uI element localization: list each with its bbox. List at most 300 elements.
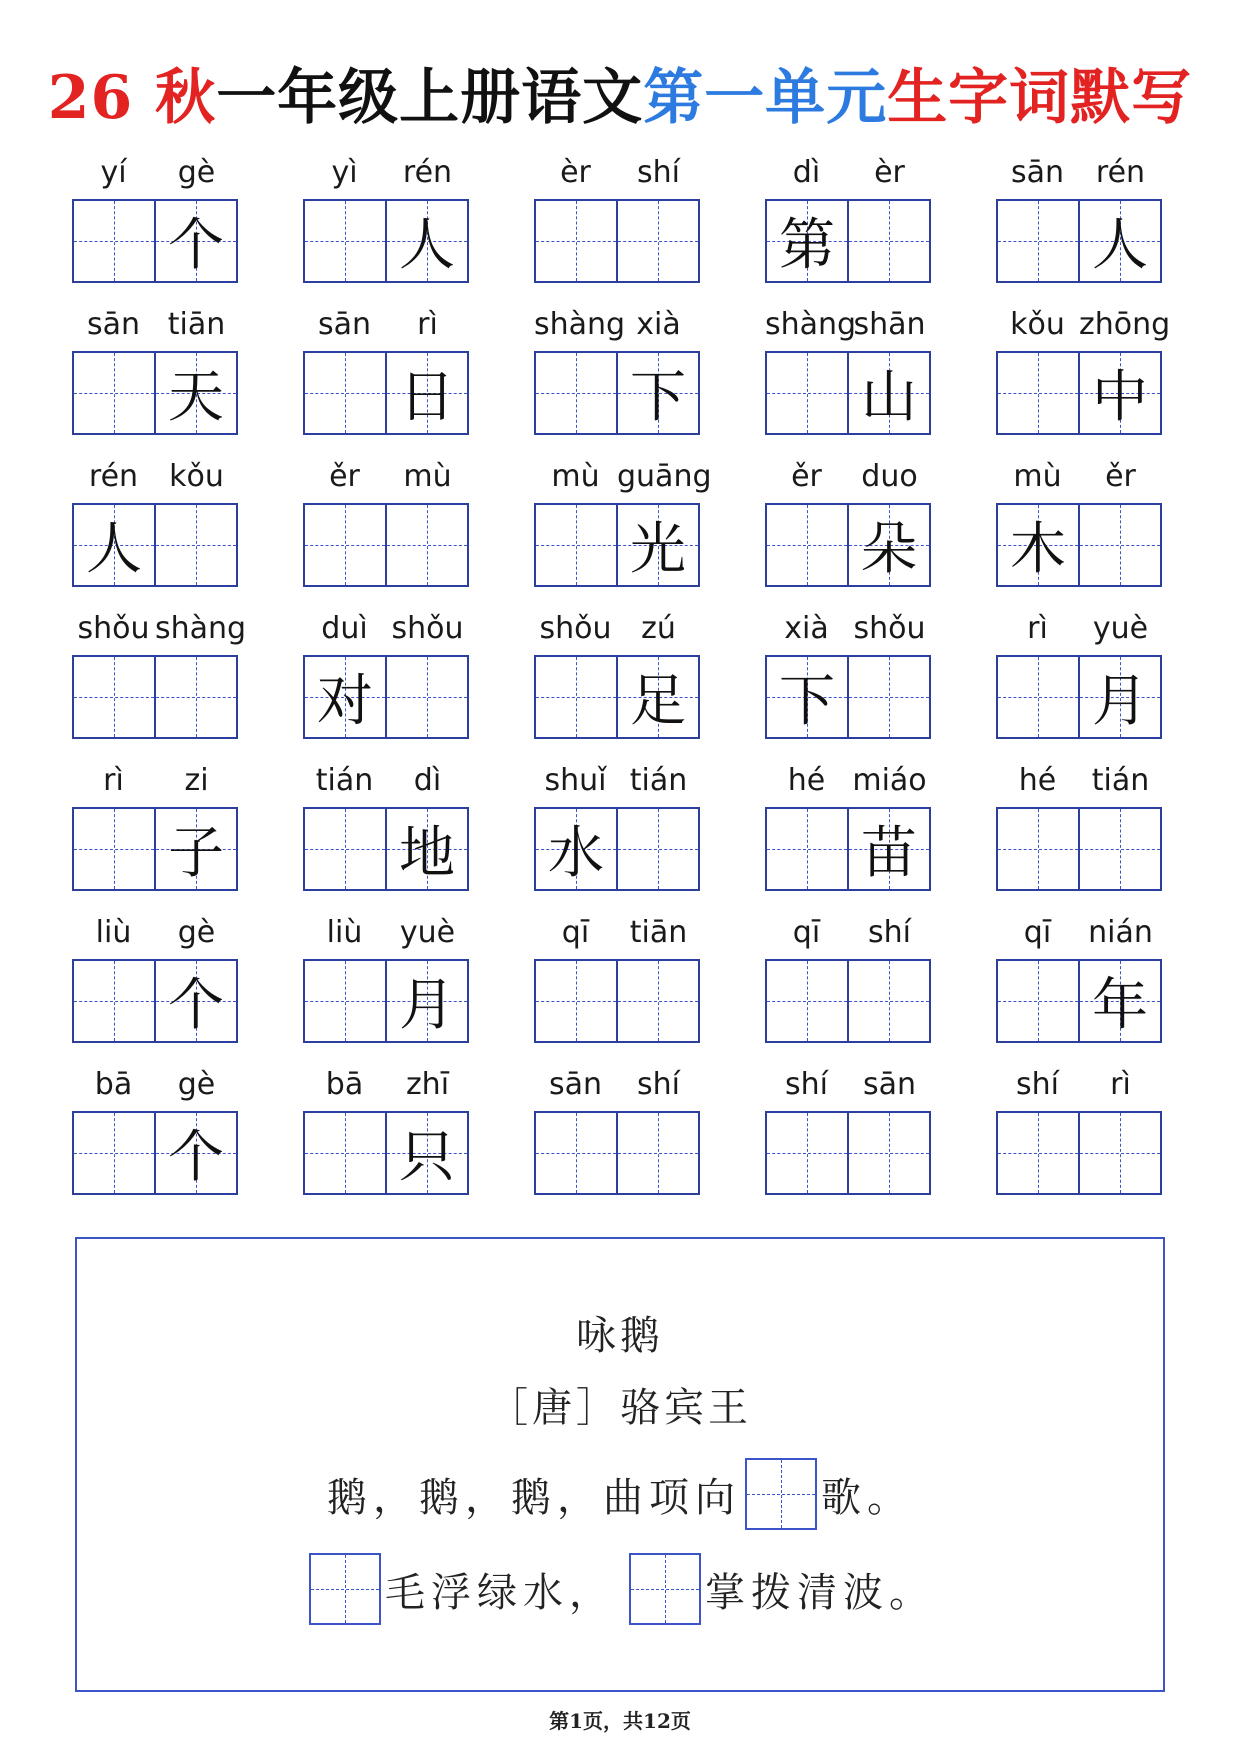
pinyin-row bbox=[534, 608, 700, 650]
pinyin-label: sān bbox=[317, 307, 372, 342]
pinyin-label: tián bbox=[629, 763, 688, 798]
tianzige-pair bbox=[303, 1111, 469, 1195]
pinyin-label: shǒu bbox=[391, 611, 464, 646]
tianzige-cell[interactable] bbox=[767, 353, 847, 433]
hanzi-char: 月 bbox=[399, 973, 455, 1038]
tianzige-cell[interactable] bbox=[154, 353, 236, 433]
hanzi-char: 只 bbox=[399, 1125, 455, 1190]
pinyin-label: hé bbox=[1018, 763, 1057, 798]
pinyin-row bbox=[303, 912, 469, 954]
hanzi-char bbox=[305, 353, 385, 433]
hanzi-char bbox=[536, 657, 616, 737]
pinyin-label: shí bbox=[637, 155, 680, 190]
pinyin-label: sān bbox=[862, 1067, 917, 1102]
tianzige-pair bbox=[996, 807, 1162, 891]
pinyin-row bbox=[765, 760, 931, 802]
hanzi-char: 水 bbox=[548, 821, 604, 886]
title-part-black: 一年级上册语文 bbox=[216, 63, 644, 133]
pinyin-row bbox=[765, 152, 931, 194]
hanzi-char bbox=[74, 201, 154, 281]
pinyin-label: zi bbox=[184, 763, 209, 798]
word-item bbox=[72, 304, 238, 439]
hanzi-char bbox=[1080, 1113, 1160, 1193]
pinyin-label: yuè bbox=[399, 915, 456, 950]
tianzige-pair bbox=[765, 503, 931, 587]
tianzige-cell[interactable] bbox=[616, 353, 698, 433]
hanzi-char bbox=[74, 809, 154, 889]
pinyin-label: bā bbox=[325, 1067, 364, 1102]
hanzi-char: 人 bbox=[86, 517, 142, 582]
tianzige-cell[interactable] bbox=[998, 1113, 1078, 1193]
pinyin-label: xià bbox=[784, 611, 829, 646]
pinyin-label: kǒu bbox=[1010, 307, 1065, 342]
word-item bbox=[72, 152, 238, 287]
tianzige-pair bbox=[534, 959, 700, 1043]
pinyin-label: tián bbox=[1091, 763, 1150, 798]
tianzige-cell[interactable] bbox=[385, 809, 467, 889]
tianzige-pair bbox=[534, 807, 700, 891]
pinyin-label: yì bbox=[331, 155, 358, 190]
pinyin-row bbox=[996, 912, 1162, 954]
pinyin-label: ěr bbox=[791, 459, 822, 494]
word-item bbox=[996, 1064, 1162, 1199]
hanzi-char bbox=[387, 657, 467, 737]
tianzige-cell[interactable] bbox=[536, 353, 616, 433]
tianzige-pair bbox=[765, 351, 931, 435]
pinyin-label: qī bbox=[792, 915, 821, 950]
word-item bbox=[996, 608, 1162, 743]
hanzi-char bbox=[849, 961, 929, 1041]
tianzige-cell[interactable] bbox=[847, 1113, 929, 1193]
page-footer: 第1页，共12页 bbox=[549, 1709, 691, 1733]
tianzige-pair bbox=[996, 1111, 1162, 1195]
hanzi-char: 对 bbox=[317, 669, 373, 734]
title-part-blue: 第一单 bbox=[643, 63, 827, 133]
tianzige-cell[interactable] bbox=[616, 809, 698, 889]
word-item bbox=[72, 1064, 238, 1199]
pinyin-label: dì bbox=[413, 763, 442, 798]
pinyin-row bbox=[72, 152, 238, 194]
tianzige-pair bbox=[72, 199, 238, 283]
word-item bbox=[996, 760, 1162, 895]
hanzi-char bbox=[618, 201, 698, 281]
word-item bbox=[303, 1064, 469, 1199]
hanzi-char bbox=[849, 657, 929, 737]
word-item bbox=[765, 152, 931, 287]
pinyin-label: ěr bbox=[1105, 459, 1136, 494]
pinyin-label: shí bbox=[785, 1067, 828, 1102]
pinyin-row bbox=[72, 304, 238, 346]
hanzi-char bbox=[618, 1113, 698, 1193]
hanzi-char bbox=[536, 201, 616, 281]
hanzi-char bbox=[305, 505, 385, 585]
poem-line-2-text-b: 掌拨清波。 bbox=[705, 1569, 935, 1616]
tianzige-cell[interactable] bbox=[1078, 657, 1160, 737]
tianzige-cell[interactable] bbox=[847, 353, 929, 433]
tianzige-pair bbox=[303, 959, 469, 1043]
tianzige-pair bbox=[765, 655, 931, 739]
word-grid bbox=[72, 152, 1172, 1192]
pinyin-label: mù bbox=[1013, 459, 1062, 494]
pinyin-row bbox=[72, 456, 238, 498]
pinyin-label: liù bbox=[95, 915, 132, 950]
hanzi-char bbox=[536, 353, 616, 433]
tianzige-cell[interactable] bbox=[385, 657, 467, 737]
pinyin-label: zú bbox=[641, 611, 676, 646]
tianzige-cell[interactable] bbox=[305, 657, 385, 737]
tianzige-pair bbox=[303, 807, 469, 891]
pinyin-label: shān bbox=[853, 307, 926, 342]
tianzige-cell[interactable] bbox=[154, 809, 236, 889]
pinyin-row bbox=[534, 152, 700, 194]
hanzi-char: 足 bbox=[630, 669, 686, 734]
pinyin-label: gè bbox=[177, 1067, 216, 1102]
hanzi-char bbox=[998, 201, 1078, 281]
tianzige-cell[interactable] bbox=[74, 353, 154, 433]
word-item bbox=[303, 456, 469, 591]
pinyin-row bbox=[303, 608, 469, 650]
hanzi-char: 木 bbox=[1010, 517, 1066, 582]
hanzi-char bbox=[74, 657, 154, 737]
tianzige-cell[interactable] bbox=[998, 961, 1078, 1041]
tianzige-cell[interactable] bbox=[305, 809, 385, 889]
pinyin-label: rì bbox=[103, 763, 124, 798]
pinyin-label: qī bbox=[1023, 915, 1052, 950]
tianzige-pair bbox=[765, 807, 931, 891]
hanzi-char bbox=[849, 201, 929, 281]
tianzige-pair bbox=[534, 503, 700, 587]
pinyin-label: shàng bbox=[155, 611, 247, 646]
tianzige-cell[interactable] bbox=[74, 201, 154, 281]
pinyin-row bbox=[303, 152, 469, 194]
poem-line-1 bbox=[77, 1456, 1163, 1532]
hanzi-char: 下 bbox=[779, 669, 835, 734]
hanzi-char: 人 bbox=[399, 213, 455, 278]
tianzige-cell[interactable] bbox=[998, 809, 1078, 889]
hanzi-char bbox=[536, 505, 616, 585]
hanzi-char bbox=[618, 961, 698, 1041]
tianzige-cell[interactable] bbox=[847, 961, 929, 1041]
word-item bbox=[534, 608, 700, 743]
pinyin-label: duì bbox=[321, 611, 368, 646]
title-part-blue-2: 元 bbox=[826, 63, 888, 133]
pinyin-row bbox=[303, 304, 469, 346]
pinyin-label: shuǐ bbox=[544, 763, 607, 798]
tianzige-cell[interactable] bbox=[767, 201, 847, 281]
tianzige-cell[interactable] bbox=[1078, 353, 1160, 433]
tianzige-cell[interactable] bbox=[998, 657, 1078, 737]
pinyin-label: shàng bbox=[765, 307, 857, 342]
pinyin-row bbox=[996, 456, 1162, 498]
word-item bbox=[303, 912, 469, 1047]
pinyin-label: duo bbox=[861, 459, 918, 494]
pinyin-label: rén bbox=[1095, 155, 1146, 190]
word-item bbox=[534, 760, 700, 895]
pinyin-row bbox=[303, 1064, 469, 1106]
pinyin-row bbox=[765, 1064, 931, 1106]
hanzi-char bbox=[998, 809, 1078, 889]
pinyin-row bbox=[765, 608, 931, 650]
tianzige-cell[interactable] bbox=[767, 1113, 847, 1193]
poem-blank-box-2[interactable] bbox=[309, 1553, 381, 1625]
word-item bbox=[534, 456, 712, 591]
word-item bbox=[765, 608, 931, 743]
word-item bbox=[765, 304, 931, 439]
hanzi-char bbox=[1080, 809, 1160, 889]
title-part-red-2: 生字词默写 bbox=[887, 63, 1193, 133]
pinyin-label: yuè bbox=[1092, 611, 1149, 646]
tianzige-cell[interactable] bbox=[74, 961, 154, 1041]
tianzige-cell[interactable] bbox=[616, 961, 698, 1041]
tianzige-cell[interactable] bbox=[74, 809, 154, 889]
tianzige-cell[interactable] bbox=[998, 353, 1078, 433]
tianzige-cell[interactable] bbox=[74, 1113, 154, 1193]
pinyin-label: xià bbox=[636, 307, 681, 342]
tianzige-pair bbox=[303, 655, 469, 739]
tianzige-pair bbox=[303, 351, 469, 435]
pinyin-row bbox=[996, 1064, 1162, 1106]
pinyin-label: tiān bbox=[167, 307, 226, 342]
tianzige-cell[interactable] bbox=[385, 201, 467, 281]
pinyin-label: nián bbox=[1088, 915, 1153, 950]
tianzige-cell[interactable] bbox=[154, 961, 236, 1041]
hanzi-char bbox=[767, 809, 847, 889]
tianzige-pair bbox=[303, 503, 469, 587]
tianzige-cell[interactable] bbox=[536, 657, 616, 737]
poem-title: 咏鹅 bbox=[576, 1313, 664, 1359]
word-item bbox=[303, 304, 469, 439]
tianzige-cell[interactable] bbox=[1078, 1113, 1160, 1193]
hanzi-char: 下 bbox=[630, 365, 686, 430]
pinyin-label: sān bbox=[1010, 155, 1065, 190]
tianzige-cell[interactable] bbox=[1078, 809, 1160, 889]
tianzige-cell[interactable] bbox=[998, 201, 1078, 281]
pinyin-row bbox=[72, 1064, 238, 1106]
tianzige-cell[interactable] bbox=[305, 505, 385, 585]
tianzige-cell[interactable] bbox=[616, 201, 698, 281]
tianzige-cell[interactable] bbox=[154, 1113, 236, 1193]
hanzi-char bbox=[767, 505, 847, 585]
pinyin-row bbox=[996, 760, 1162, 802]
hanzi-char bbox=[156, 657, 236, 737]
tianzige-cell[interactable] bbox=[154, 657, 236, 737]
pinyin-row bbox=[996, 608, 1162, 650]
hanzi-char: 第 bbox=[779, 213, 835, 278]
pinyin-row bbox=[72, 608, 247, 650]
hanzi-char: 人 bbox=[1092, 213, 1148, 278]
tianzige-cell[interactable] bbox=[305, 201, 385, 281]
pinyin-label: bā bbox=[94, 1067, 133, 1102]
tianzige-pair bbox=[996, 351, 1162, 435]
tianzige-cell[interactable] bbox=[305, 961, 385, 1041]
pinyin-label: èr bbox=[560, 155, 591, 190]
pinyin-label: rì bbox=[1027, 611, 1048, 646]
hanzi-char: 年 bbox=[1092, 973, 1148, 1038]
poem-line-2 bbox=[77, 1551, 1163, 1627]
pinyin-row bbox=[72, 912, 238, 954]
tianzige-pair bbox=[534, 351, 700, 435]
hanzi-char bbox=[767, 353, 847, 433]
poem-blank-box-1[interactable] bbox=[745, 1458, 817, 1530]
hanzi-char bbox=[998, 657, 1078, 737]
pinyin-row bbox=[534, 1064, 700, 1106]
pinyin-label: gè bbox=[177, 155, 216, 190]
tianzige-cell[interactable] bbox=[536, 505, 616, 585]
pinyin-row bbox=[765, 912, 931, 954]
hanzi-char bbox=[536, 961, 616, 1041]
hanzi-char: 个 bbox=[168, 1125, 224, 1190]
hanzi-char: 个 bbox=[168, 213, 224, 278]
tianzige-pair bbox=[996, 199, 1162, 283]
tianzige-pair bbox=[765, 199, 931, 283]
tianzige-cell[interactable] bbox=[1078, 961, 1160, 1041]
word-item bbox=[996, 304, 1171, 439]
page-title bbox=[0, 58, 1240, 138]
hanzi-char bbox=[387, 505, 467, 585]
tianzige-cell[interactable] bbox=[385, 353, 467, 433]
hanzi-char: 山 bbox=[861, 365, 917, 430]
pinyin-label: shǒu bbox=[539, 611, 612, 646]
tianzige-cell[interactable] bbox=[847, 505, 929, 585]
tianzige-cell[interactable] bbox=[385, 1113, 467, 1193]
pinyin-label: tiān bbox=[629, 915, 688, 950]
pinyin-label: qī bbox=[561, 915, 590, 950]
hanzi-char bbox=[74, 353, 154, 433]
hanzi-char bbox=[536, 1113, 616, 1193]
pinyin-label: shǒu bbox=[77, 611, 150, 646]
word-item bbox=[996, 152, 1162, 287]
tianzige-pair bbox=[996, 655, 1162, 739]
poem-line-1-end: 歌。 bbox=[821, 1474, 913, 1521]
tianzige-cell[interactable] bbox=[767, 657, 847, 737]
pinyin-row bbox=[72, 760, 238, 802]
pinyin-row bbox=[534, 912, 700, 954]
word-item bbox=[765, 1064, 931, 1199]
tianzige-cell[interactable] bbox=[616, 505, 698, 585]
tianzige-cell[interactable] bbox=[536, 201, 616, 281]
hanzi-char: 日 bbox=[399, 365, 455, 430]
hanzi-char bbox=[767, 961, 847, 1041]
tianzige-cell[interactable] bbox=[154, 201, 236, 281]
tianzige-cell[interactable] bbox=[154, 505, 236, 585]
pinyin-label: shàng bbox=[534, 307, 626, 342]
hanzi-char bbox=[305, 201, 385, 281]
hanzi-char: 朵 bbox=[861, 517, 917, 582]
tianzige-pair bbox=[765, 1111, 931, 1195]
hanzi-char bbox=[849, 1113, 929, 1193]
word-item bbox=[534, 912, 700, 1047]
tianzige-cell[interactable] bbox=[74, 505, 154, 585]
hanzi-char bbox=[1080, 505, 1160, 585]
tianzige-pair bbox=[996, 503, 1162, 587]
tianzige-cell[interactable] bbox=[536, 809, 616, 889]
pinyin-row bbox=[303, 456, 469, 498]
pinyin-label: zhōng bbox=[1079, 307, 1171, 342]
poem-blank-box-3[interactable] bbox=[629, 1553, 701, 1625]
hanzi-char: 中 bbox=[1092, 365, 1148, 430]
pinyin-row bbox=[765, 304, 931, 346]
pinyin-row bbox=[765, 456, 931, 498]
tianzige-cell[interactable] bbox=[767, 809, 847, 889]
tianzige-cell[interactable] bbox=[385, 505, 467, 585]
pinyin-label: yí bbox=[100, 155, 127, 190]
pinyin-label: sān bbox=[548, 1067, 603, 1102]
word-item bbox=[303, 608, 469, 743]
word-item bbox=[996, 456, 1162, 591]
hanzi-char bbox=[305, 809, 385, 889]
tianzige-cell[interactable] bbox=[536, 961, 616, 1041]
tianzige-cell[interactable] bbox=[847, 809, 929, 889]
tianzige-cell[interactable] bbox=[536, 1113, 616, 1193]
tianzige-pair bbox=[534, 199, 700, 283]
word-item bbox=[996, 912, 1162, 1047]
pinyin-label: rì bbox=[1110, 1067, 1131, 1102]
pinyin-label: shí bbox=[637, 1067, 680, 1102]
poem-line-1-text: 鹅，鹅，鹅，曲项向 bbox=[327, 1474, 741, 1521]
pinyin-row bbox=[996, 304, 1171, 346]
hanzi-char: 月 bbox=[1092, 669, 1148, 734]
poem-author: ［唐］骆宾王 bbox=[488, 1385, 752, 1431]
pinyin-label: gè bbox=[177, 915, 216, 950]
pinyin-label: shí bbox=[868, 915, 911, 950]
tianzige-cell[interactable] bbox=[305, 1113, 385, 1193]
tianzige-cell[interactable] bbox=[767, 961, 847, 1041]
pinyin-label: èr bbox=[874, 155, 905, 190]
hanzi-char bbox=[74, 961, 154, 1041]
hanzi-char bbox=[998, 353, 1078, 433]
hanzi-char bbox=[618, 809, 698, 889]
word-item bbox=[72, 912, 238, 1047]
hanzi-char bbox=[305, 1113, 385, 1193]
hanzi-char: 地 bbox=[399, 821, 455, 886]
poem-line-2-text-a: 毛浮绿水， bbox=[385, 1569, 615, 1616]
tianzige-pair bbox=[303, 199, 469, 283]
tianzige-cell[interactable] bbox=[767, 505, 847, 585]
tianzige-pair bbox=[72, 351, 238, 435]
tianzige-cell[interactable] bbox=[74, 657, 154, 737]
tianzige-cell[interactable] bbox=[1078, 201, 1160, 281]
tianzige-cell[interactable] bbox=[1078, 505, 1160, 585]
pinyin-label: kǒu bbox=[169, 459, 224, 494]
pinyin-label: rén bbox=[88, 459, 139, 494]
pinyin-label: hé bbox=[787, 763, 826, 798]
pinyin-label: shǒu bbox=[853, 611, 926, 646]
pinyin-label: shí bbox=[1016, 1067, 1059, 1102]
pinyin-label: dì bbox=[792, 155, 821, 190]
pinyin-row bbox=[303, 760, 469, 802]
title-part-red: 26 秋 bbox=[47, 63, 217, 133]
tianzige-cell[interactable] bbox=[616, 657, 698, 737]
word-item bbox=[765, 456, 931, 591]
word-item bbox=[765, 760, 931, 895]
hanzi-char bbox=[998, 1113, 1078, 1193]
tianzige-pair bbox=[765, 959, 931, 1043]
poem-box bbox=[75, 1237, 1165, 1692]
hanzi-char bbox=[767, 1113, 847, 1193]
tianzige-cell[interactable] bbox=[998, 505, 1078, 585]
tianzige-cell[interactable] bbox=[305, 353, 385, 433]
tianzige-cell[interactable] bbox=[385, 961, 467, 1041]
word-item bbox=[534, 304, 700, 439]
tianzige-pair bbox=[996, 959, 1162, 1043]
tianzige-cell[interactable] bbox=[847, 201, 929, 281]
tianzige-cell[interactable] bbox=[616, 1113, 698, 1193]
pinyin-label: sān bbox=[86, 307, 141, 342]
pinyin-label: tián bbox=[315, 763, 374, 798]
tianzige-cell[interactable] bbox=[847, 657, 929, 737]
hanzi-char: 苗 bbox=[861, 821, 917, 886]
word-item bbox=[765, 912, 931, 1047]
